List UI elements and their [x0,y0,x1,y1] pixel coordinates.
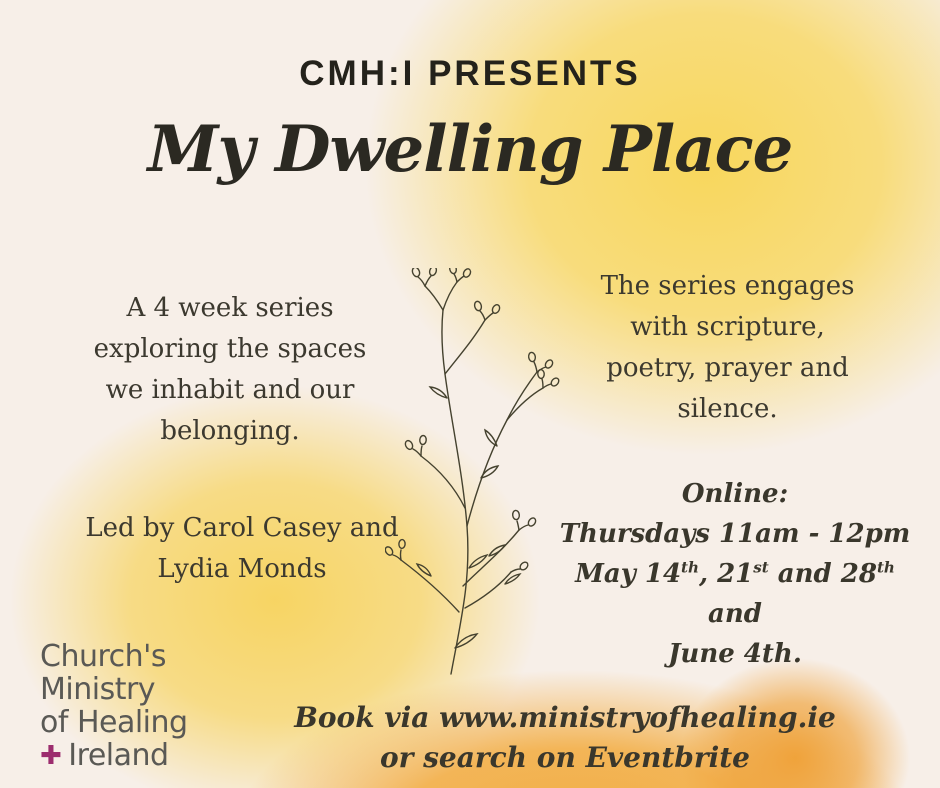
series-description-line: exploring the spaces [93,334,367,364]
series-description-line: belonging. [160,416,300,446]
series-engages-line: silence. [677,394,778,424]
series-engages-text [560,266,895,430]
series-engages-line: The series engages [600,271,855,301]
online-label: Online: [681,479,789,509]
series-description-line: we inhabit and our [105,375,355,405]
logo-country: Ireland [68,738,169,773]
schedule-time: Thursdays 11am - 12pm [559,519,911,549]
schedule-dates: May 14th, 21st and 28th and [575,558,895,629]
logo-line: Church's [40,639,167,674]
series-description-line: A 4 week series [126,293,334,323]
facilitators-line: Led by Carol Casey and [85,513,399,543]
botanical-sprig-illustration [385,268,565,676]
series-engages-line: poetry, prayer and [606,353,849,383]
schedule-block [550,474,920,674]
booking-info [280,698,850,778]
schedule-dates-continued: June 4th. [668,639,802,669]
series-description [55,288,405,452]
series-engages-line: with scripture, [630,312,825,342]
event-title: My Dwelling Place [147,112,793,187]
cmhi-logo [40,640,188,772]
logo-line: of Healing [40,705,188,740]
cross-icon: ✚ [40,740,62,771]
facilitators-line: Lydia Monds [157,554,327,584]
booking-line: Book via www.ministryofhealing.ie [294,701,836,734]
facilitators-text [57,508,427,590]
logo-line: Ministry [40,672,156,707]
booking-line: or search on Eventbrite [379,741,750,774]
presenter-line: CMH:I PRESENTS [299,54,641,93]
